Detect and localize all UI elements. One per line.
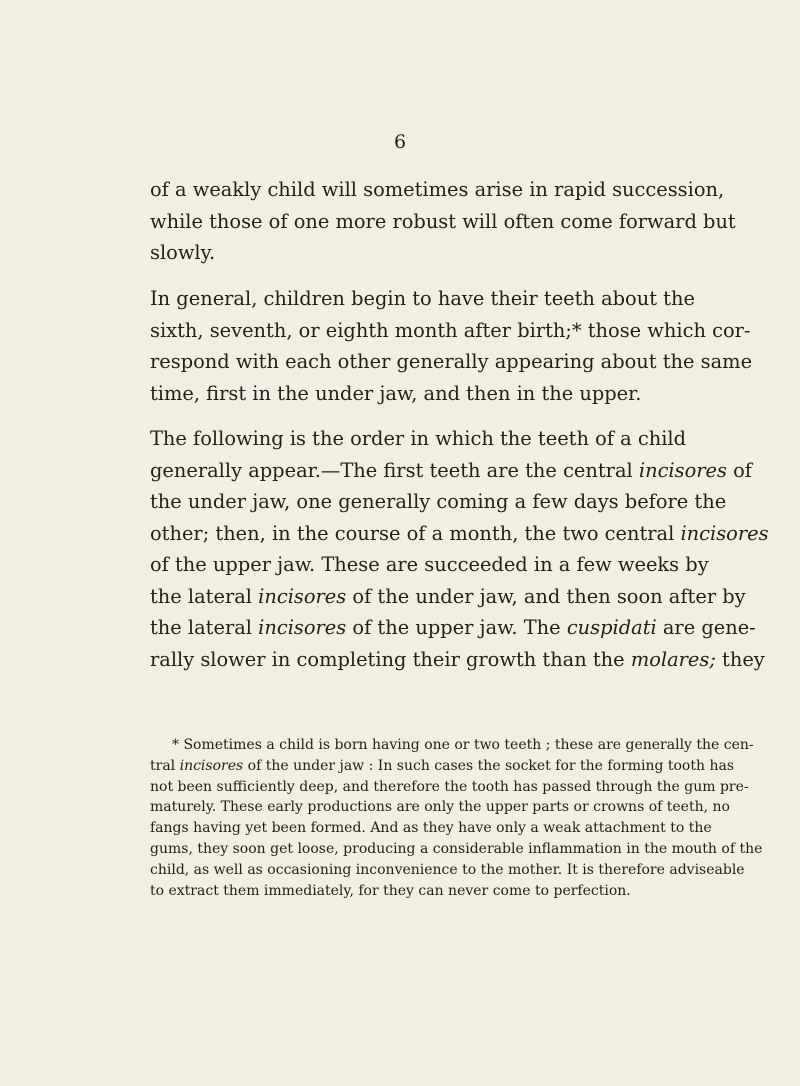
text-line [150, 818, 712, 839]
text-line [150, 839, 763, 860]
italic-term: incisores [258, 584, 347, 608]
text-run: * Sometimes a child is born having one or two teeth ; these are generally the cen- [172, 737, 754, 753]
text-run: of the upper jaw. These are succeeded in a few weeks by [150, 553, 709, 576]
text-line [150, 797, 730, 818]
text-line [150, 486, 727, 518]
text-run: they [715, 647, 765, 671]
text-line [150, 581, 746, 613]
text-line [150, 346, 753, 378]
text-line [150, 315, 751, 347]
text-run: child, as well as occasioning inconvenience to the mother. It is therefore adviseable [150, 861, 745, 878]
text-line [150, 423, 687, 455]
text-run: while those of one more robust will often come forward but [150, 209, 736, 233]
text-run: gums, they soon get loose, producing a considerable inflammation in the mouth of the [150, 840, 763, 857]
text-line [150, 378, 650, 410]
italic-term: incisores [638, 458, 727, 482]
text-run: of the upper jaw. The [346, 616, 567, 639]
text-run: of the under jaw : In such cases the socket for the forming tooth has [243, 757, 735, 774]
text-line [150, 283, 695, 315]
text-run: to extract them immediately, for they can never come to perfection. [150, 882, 631, 899]
paragraph-1 [150, 174, 736, 269]
text-line [150, 860, 745, 881]
text-run: tral [150, 757, 180, 774]
text-line [150, 735, 754, 756]
paragraph-2 [150, 283, 753, 409]
text-run: respond with each other generally appearing about the same [150, 350, 753, 373]
text-run: maturely. These early productions are only the upper parts or crowns of teeth, no [150, 799, 730, 816]
text-line [150, 777, 749, 798]
text-line [150, 549, 709, 581]
text-run: time, first in the under jaw, and then in the upper. [150, 381, 642, 405]
text-run: rally slower in completing their growth than the [150, 647, 631, 671]
text-line [150, 881, 650, 902]
text-run: generally appear.—The first teeth are the central [150, 458, 639, 482]
text-run: are gene- [656, 616, 756, 639]
text-run: sixth, seventh, or eighth month after birth;* those which cor- [150, 318, 751, 342]
text-run: In general, children begin to have their teeth about the [150, 287, 695, 310]
text-run: of a weakly child will sometimes arise in rapid succession, [150, 178, 725, 201]
italic-term: incisores [179, 757, 244, 774]
text-run: slowly. [150, 241, 216, 264]
text-line [150, 455, 752, 487]
paragraph-3 [150, 423, 769, 675]
text-run: the lateral [150, 616, 259, 639]
text-line [150, 518, 769, 550]
italic-term: incisores [258, 616, 347, 639]
text-run: The following is the order in which the teeth of a child [150, 427, 687, 450]
italic-term: incisores [680, 521, 769, 545]
text-run: the under jaw, one generally coming a few days before the [150, 490, 727, 513]
text-run: of [726, 458, 752, 482]
page-number: 6 [393, 131, 407, 153]
text-run: the lateral [150, 584, 259, 608]
text-line [150, 174, 725, 206]
footnote [150, 735, 763, 901]
text-run: not been sufficiently deep, and therefore the tooth has passed through the gum pre- [150, 778, 749, 795]
text-line [150, 644, 765, 676]
text-line [150, 206, 736, 238]
text-run: other; then, in the course of a month, the two central [150, 521, 681, 545]
italic-term: cuspidati [566, 616, 657, 639]
text-run: of the under jaw, and then soon after by [346, 584, 746, 608]
text-run: fangs having yet been formed. And as they have only a weak attachment to the [150, 820, 712, 837]
text-line [150, 612, 756, 644]
italic-term: molares; [630, 647, 716, 671]
text-line [150, 237, 650, 269]
text-line [150, 756, 735, 777]
